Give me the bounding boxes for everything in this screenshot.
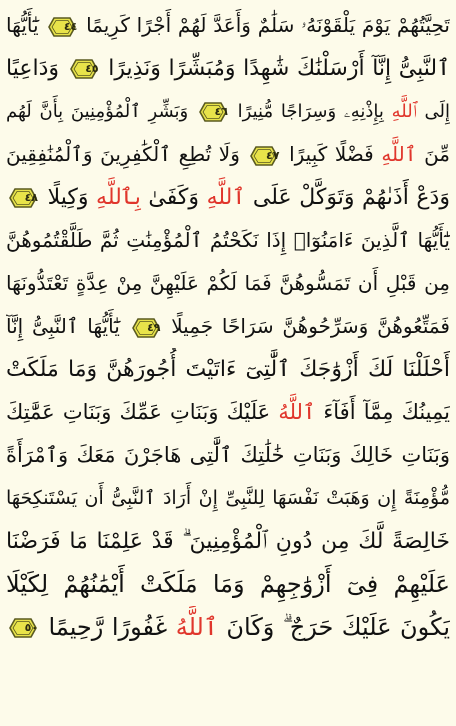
verse-text: وَكَفَىٰ bbox=[140, 185, 207, 210]
ayah-number: ٤٦ bbox=[214, 105, 228, 118]
ayah-number-marker bbox=[249, 144, 279, 168]
verse-text: عَلَيْكَ وَبَنَاتِ عَمِّكَ وَبَنَاتِ عَمَّٰتِكَ bbox=[6, 400, 279, 424]
verse-line bbox=[6, 219, 450, 262]
ayah-number: ٤٥ bbox=[85, 62, 99, 75]
verse-text: فَمَتِّعُوهُنَّ وَسَرِّحُوهُنَّ سَرَاحًا جَمِيلًا bbox=[162, 314, 450, 338]
verse-line bbox=[6, 434, 450, 477]
verse-text: إِلَى bbox=[416, 101, 450, 122]
verse-text: غَفُورًا رَّحِيمًا bbox=[40, 613, 176, 641]
verse-text: يَٰٓأَيُّهَا bbox=[6, 13, 46, 37]
ayah-number: ٤٧ bbox=[266, 148, 280, 162]
ayah-number-marker bbox=[8, 616, 38, 640]
verse-text: بِإِذْنِهِۦ وَسِرَاجًا مُّنِيرًا bbox=[229, 101, 392, 122]
ayah-number-marker bbox=[47, 15, 77, 39]
verse-line bbox=[6, 520, 450, 563]
verse-text: وَدَعْ أَذَىٰهُمْ وَتَوَكَّلْ عَلَى bbox=[245, 185, 450, 210]
verse-text: وَبَشِّرِ ٱلْمُؤْمِنِينَ بِأَنَّ لَهُم bbox=[6, 101, 196, 122]
verse-text: خَالِصَةً لَّكَ مِن دُونِ ٱلْمُؤْمِنِينَ ۗ قَدْ عَلِمْنَا مَا فَرَضْنَا bbox=[6, 529, 450, 554]
divine-name: ٱللَّهُ bbox=[278, 400, 316, 424]
divine-name: ٱللَّهِ bbox=[391, 101, 417, 122]
verse-text: مِّنَ bbox=[416, 142, 450, 166]
ayah-number: ٤٨ bbox=[24, 191, 38, 204]
verse-text: ٱلنَّبِىُّ إِنَّآ أَرْسَلْنَٰكَ شَٰهِدًا وَمُبَشِّرًا وَنَذِيرًا bbox=[100, 56, 450, 81]
verse-line bbox=[6, 606, 450, 649]
verse-text: وَلَا تُطِعِ ٱلْكَٰفِرِينَ وَٱلْمُنَٰفِقِينَ bbox=[6, 142, 248, 166]
verse-line bbox=[6, 90, 450, 133]
divine-name: ٱللَّهِ bbox=[206, 185, 246, 210]
divine-name: ٱللَّهُ bbox=[175, 613, 218, 641]
verse-text: يَكُونَ عَلَيْكَ حَرَجٌ ۗ وَكَانَ bbox=[217, 613, 450, 641]
verse-text: أَحْلَلْنَا لَكَ أَزْوَٰجَكَ ٱلَّٰتِىٓ ءَاتَيْتَ أُجُورَهُنَّ وَمَا مَلَكَتْ bbox=[6, 357, 450, 382]
verse-line bbox=[6, 477, 450, 520]
ayah-number: ٥٠ bbox=[24, 621, 38, 634]
verse-text: يَٰٓأَيُّهَا ٱلنَّبِىُّ إِنَّآ bbox=[6, 314, 129, 338]
verse-line bbox=[6, 176, 450, 219]
verse-text: وَبَنَاتِ خَالِكَ وَبَنَاتِ خَٰلَٰتِكَ ٱلَّٰتِى هَاجَرْنَ مَعَكَ وَٱمْرَأَةً bbox=[6, 443, 450, 467]
verse-text: مُّؤْمِنَةً إِن وَهَبَتْ نَفْسَهَا لِلنَّبِىِّ إِنْ أَرَادَ ٱلنَّبِىُّ أَن يَسْتَنكِحَهَا bbox=[6, 487, 450, 509]
verse-line bbox=[6, 4, 450, 47]
divine-name: ٱللَّهِ bbox=[381, 142, 417, 166]
verse-text: تَحِيَّتُهُمْ يَوْمَ يَلْقَوْنَهُۥ سَلَٰمٌ وَأَعَدَّ لَهُمْ أَجْرًا كَرِيمًا bbox=[79, 13, 450, 37]
ayah-number-marker bbox=[69, 57, 99, 81]
verse-text: فَضْلًا كَبِيرًا bbox=[281, 142, 382, 166]
verse-text: وَدَاعِيًا bbox=[6, 56, 67, 81]
ayah-number: ٤٤ bbox=[63, 19, 78, 33]
verse-text: وَكِيلًا bbox=[40, 185, 97, 210]
verse-line bbox=[6, 348, 450, 391]
verse-line bbox=[6, 391, 450, 434]
verse-line bbox=[6, 262, 450, 305]
verse-line bbox=[6, 133, 450, 176]
verse-text: يَمِينُكَ مِمَّآ أَفَآءَ bbox=[315, 400, 450, 424]
verse-line bbox=[6, 563, 450, 606]
divine-name: بِٱللَّهِ bbox=[96, 185, 141, 210]
verse-text: مِن قَبْلِ أَن تَمَسُّوهُنَّ فَمَا لَكُمْ عَلَيْهِنَّ مِنْ عِدَّةٍ تَعْتَدُّونَهَا bbox=[6, 271, 450, 295]
verse-text: يَٰٓأَيُّهَا ٱلَّذِينَ ءَامَنُوٓا۟ إِذَا نَكَحْتُمُ ٱلْمُؤْمِنَٰتِ ثُمَّ طَلَّقْتُمُوهُنَّ bbox=[6, 228, 450, 252]
verse-line bbox=[6, 305, 450, 348]
ayah-number-marker bbox=[198, 100, 228, 124]
ayah-number: ٤٩ bbox=[147, 320, 161, 334]
verse-text: عَلَيْهِمْ فِىٓ أَزْوَٰجِهِمْ وَمَا مَلَكَتْ أَيْمَٰنُهُمْ لِكَيْلَا bbox=[6, 570, 450, 598]
verse-line bbox=[6, 47, 450, 90]
ayah-number-marker bbox=[8, 186, 38, 210]
ayah-number-marker bbox=[131, 316, 161, 340]
